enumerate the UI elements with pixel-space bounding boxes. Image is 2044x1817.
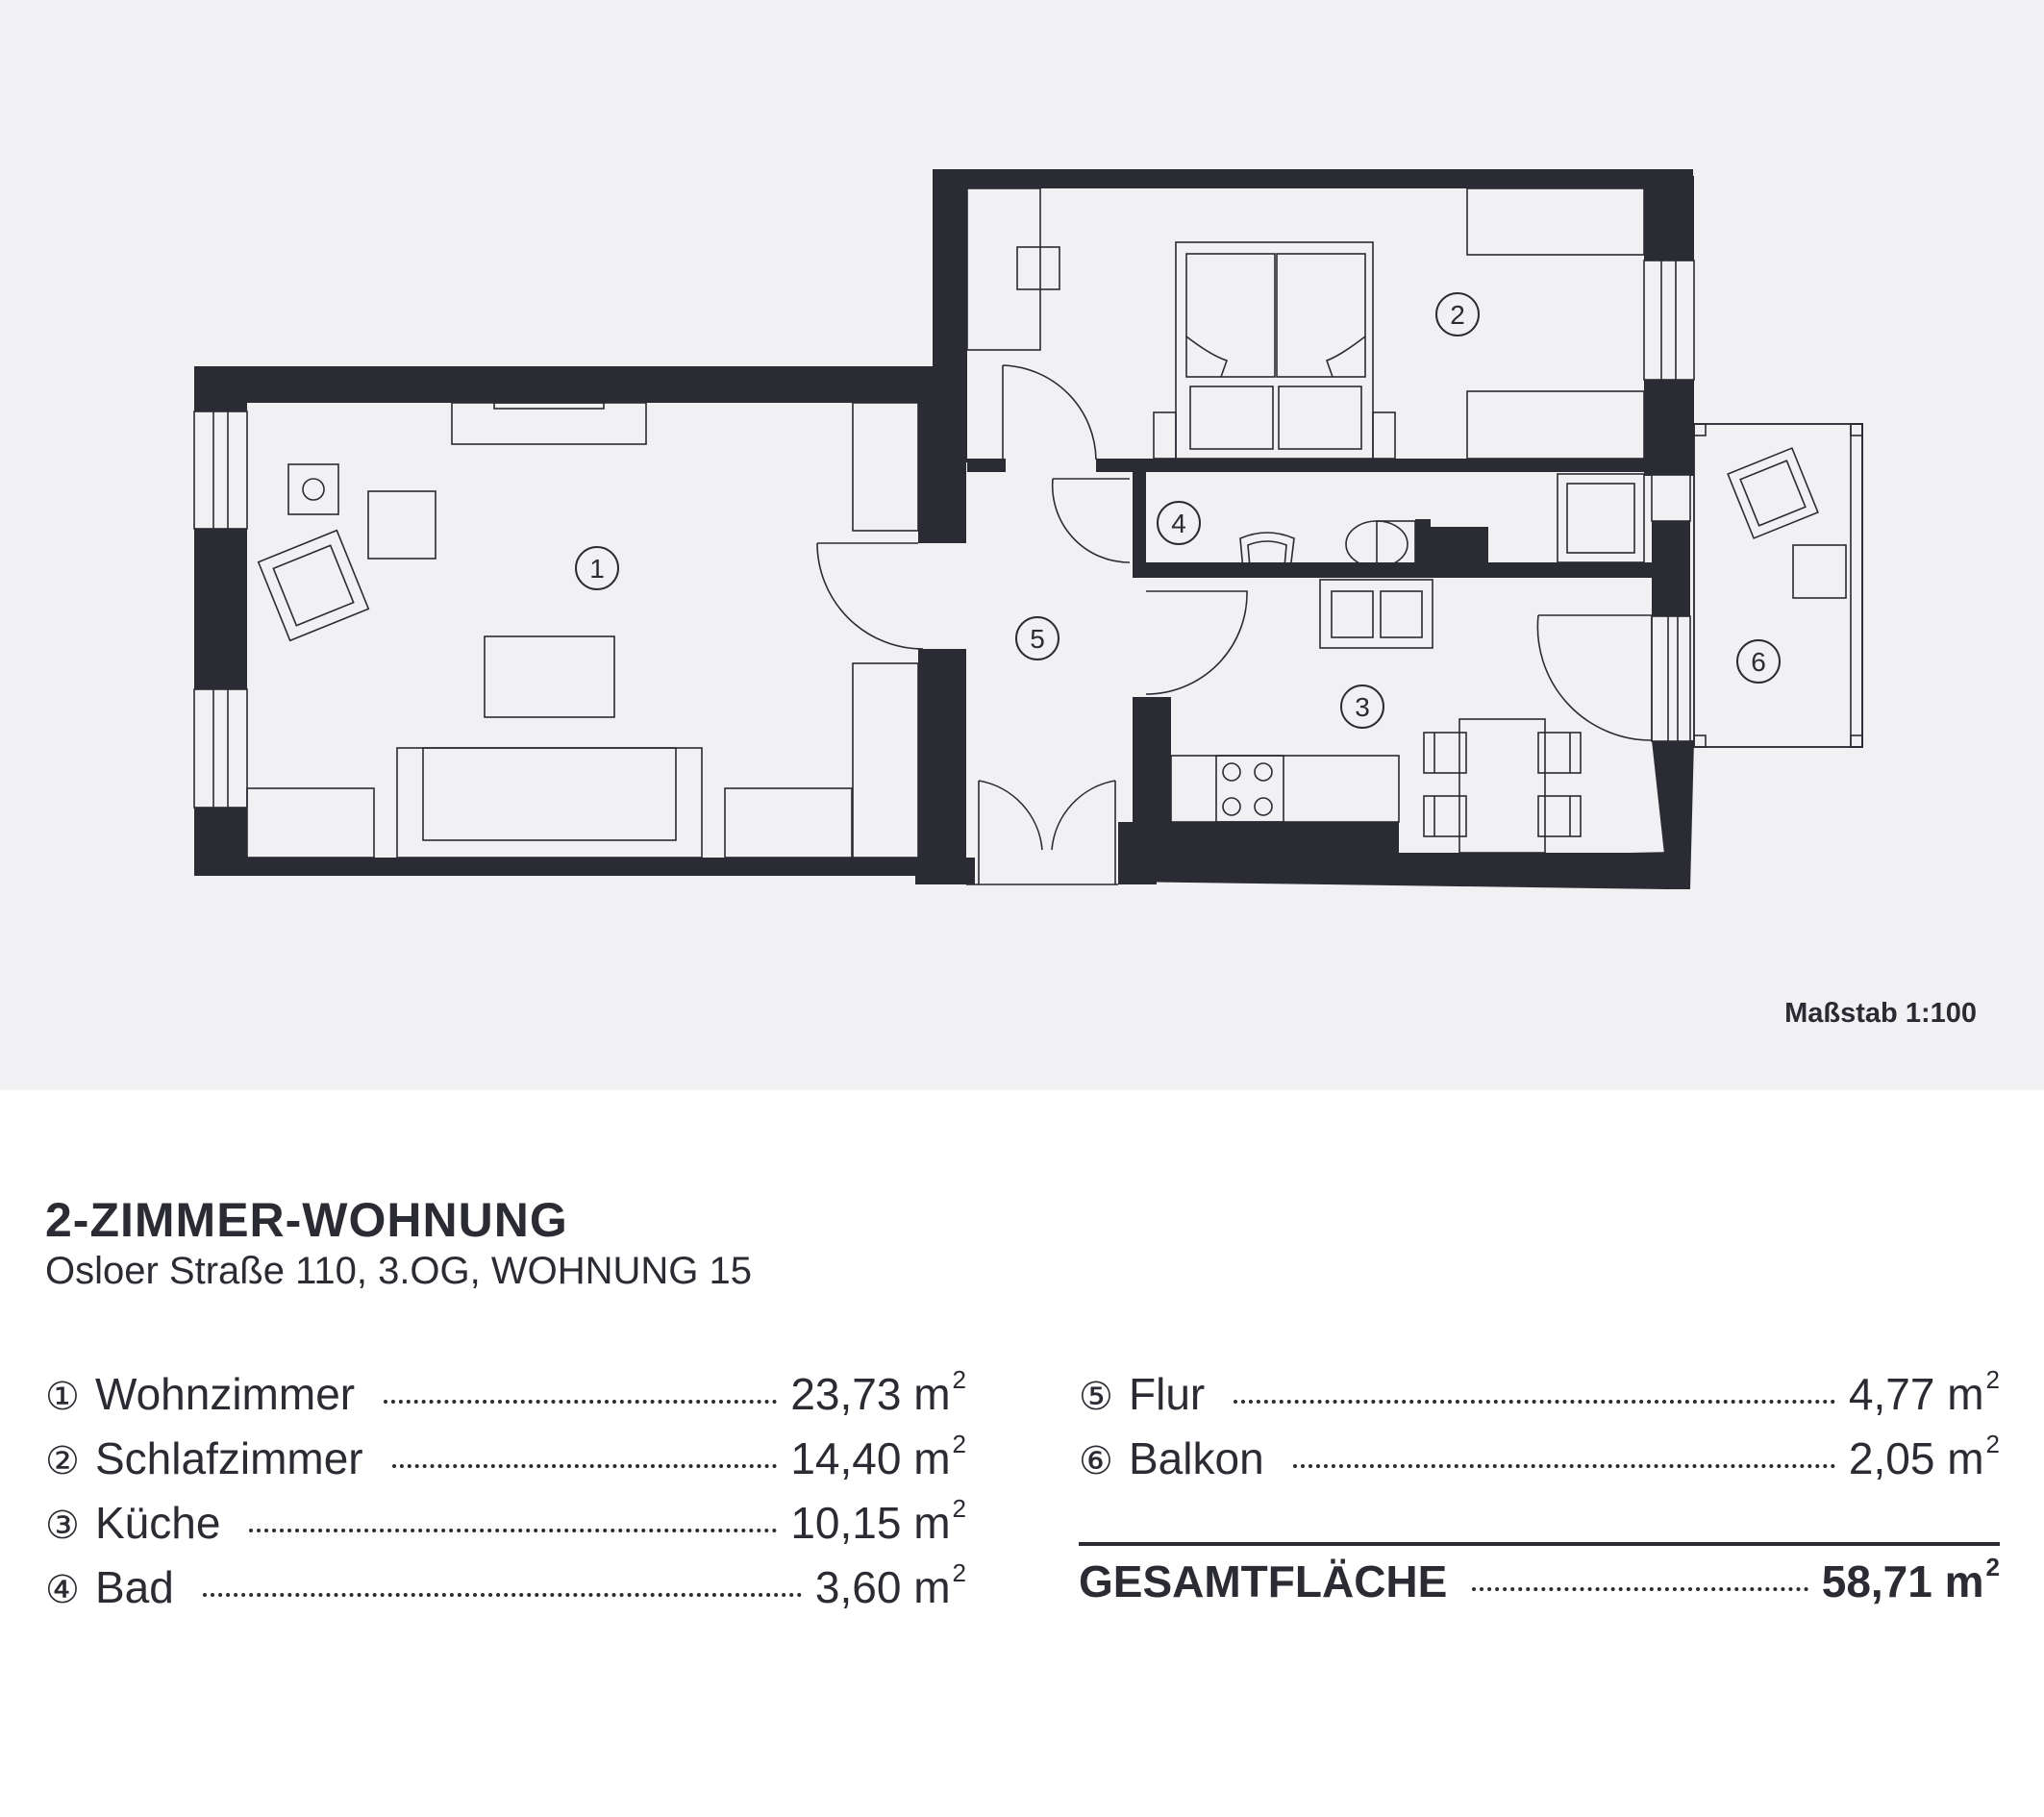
room-name: Flur (1129, 1369, 1206, 1419)
walls (194, 169, 1694, 889)
area-list-right (1079, 1365, 2000, 1494)
page-title: 2-ZIMMER-WOHNUNG (45, 1193, 568, 1247)
room-label-4: 4 (1171, 509, 1186, 538)
address-subtitle: Osloer Straße 110, 3.OG, WOHNUNG 15 (45, 1250, 753, 1292)
total-area-row (1079, 1553, 2000, 1610)
room-number: ① (45, 1376, 80, 1418)
room-name: Balkon (1129, 1433, 1264, 1483)
room-name: Bad (95, 1562, 174, 1612)
leader-dots (1472, 1587, 1807, 1591)
leader-dots (249, 1529, 777, 1532)
area-row (1079, 1365, 2000, 1430)
area-list-left (45, 1365, 966, 1623)
total-divider (1079, 1542, 2000, 1546)
room-area: 10,15 $m^2$ (790, 1494, 966, 1548)
room-number: ④ (45, 1569, 80, 1611)
room-area: 14,40 $m^2$ (790, 1430, 966, 1483)
room-label-5: 5 (1030, 624, 1045, 654)
room-area: 2,05 $m^2$ (1848, 1430, 2000, 1483)
total-label: GESAMTFLÄCHE (1079, 1556, 1448, 1606)
room-number: ③ (45, 1505, 80, 1547)
area-row (45, 1365, 966, 1430)
area-row (45, 1494, 966, 1558)
room-label-2: 2 (1450, 300, 1465, 330)
room-area: 3,60 $m^2$ (814, 1558, 966, 1612)
room-label-3: 3 (1355, 692, 1370, 722)
room-labels (576, 293, 1780, 728)
leader-dots (203, 1593, 802, 1597)
scale-note: Maßstab 1:100 (1784, 998, 1977, 1029)
leader-dots (392, 1464, 778, 1468)
room-area: 23,73 $m^2$ (790, 1365, 966, 1419)
leader-dots (1234, 1400, 1835, 1404)
room-label-6: 6 (1751, 647, 1766, 677)
area-row (45, 1558, 966, 1623)
total-area: 58,71 $m^2$ (1821, 1553, 2000, 1606)
balcony (1694, 424, 1862, 747)
leader-dots (1293, 1464, 1835, 1468)
area-row (1079, 1430, 2000, 1494)
leader-dots (384, 1400, 777, 1404)
room-label-1: 1 (589, 554, 605, 584)
bedroom-furniture (967, 188, 1644, 459)
living-room-furniture (247, 403, 918, 858)
room-name: Küche (95, 1498, 221, 1548)
room-name: Wohnzimmer (95, 1369, 356, 1419)
room-area: 4,77 $m^2$ (1848, 1365, 2000, 1419)
area-row (45, 1430, 966, 1494)
room-number: ⑤ (1079, 1376, 1113, 1418)
room-number: ⑥ (1079, 1440, 1113, 1482)
room-name: Schlafzimmer (95, 1433, 363, 1483)
room-number: ② (45, 1440, 80, 1482)
